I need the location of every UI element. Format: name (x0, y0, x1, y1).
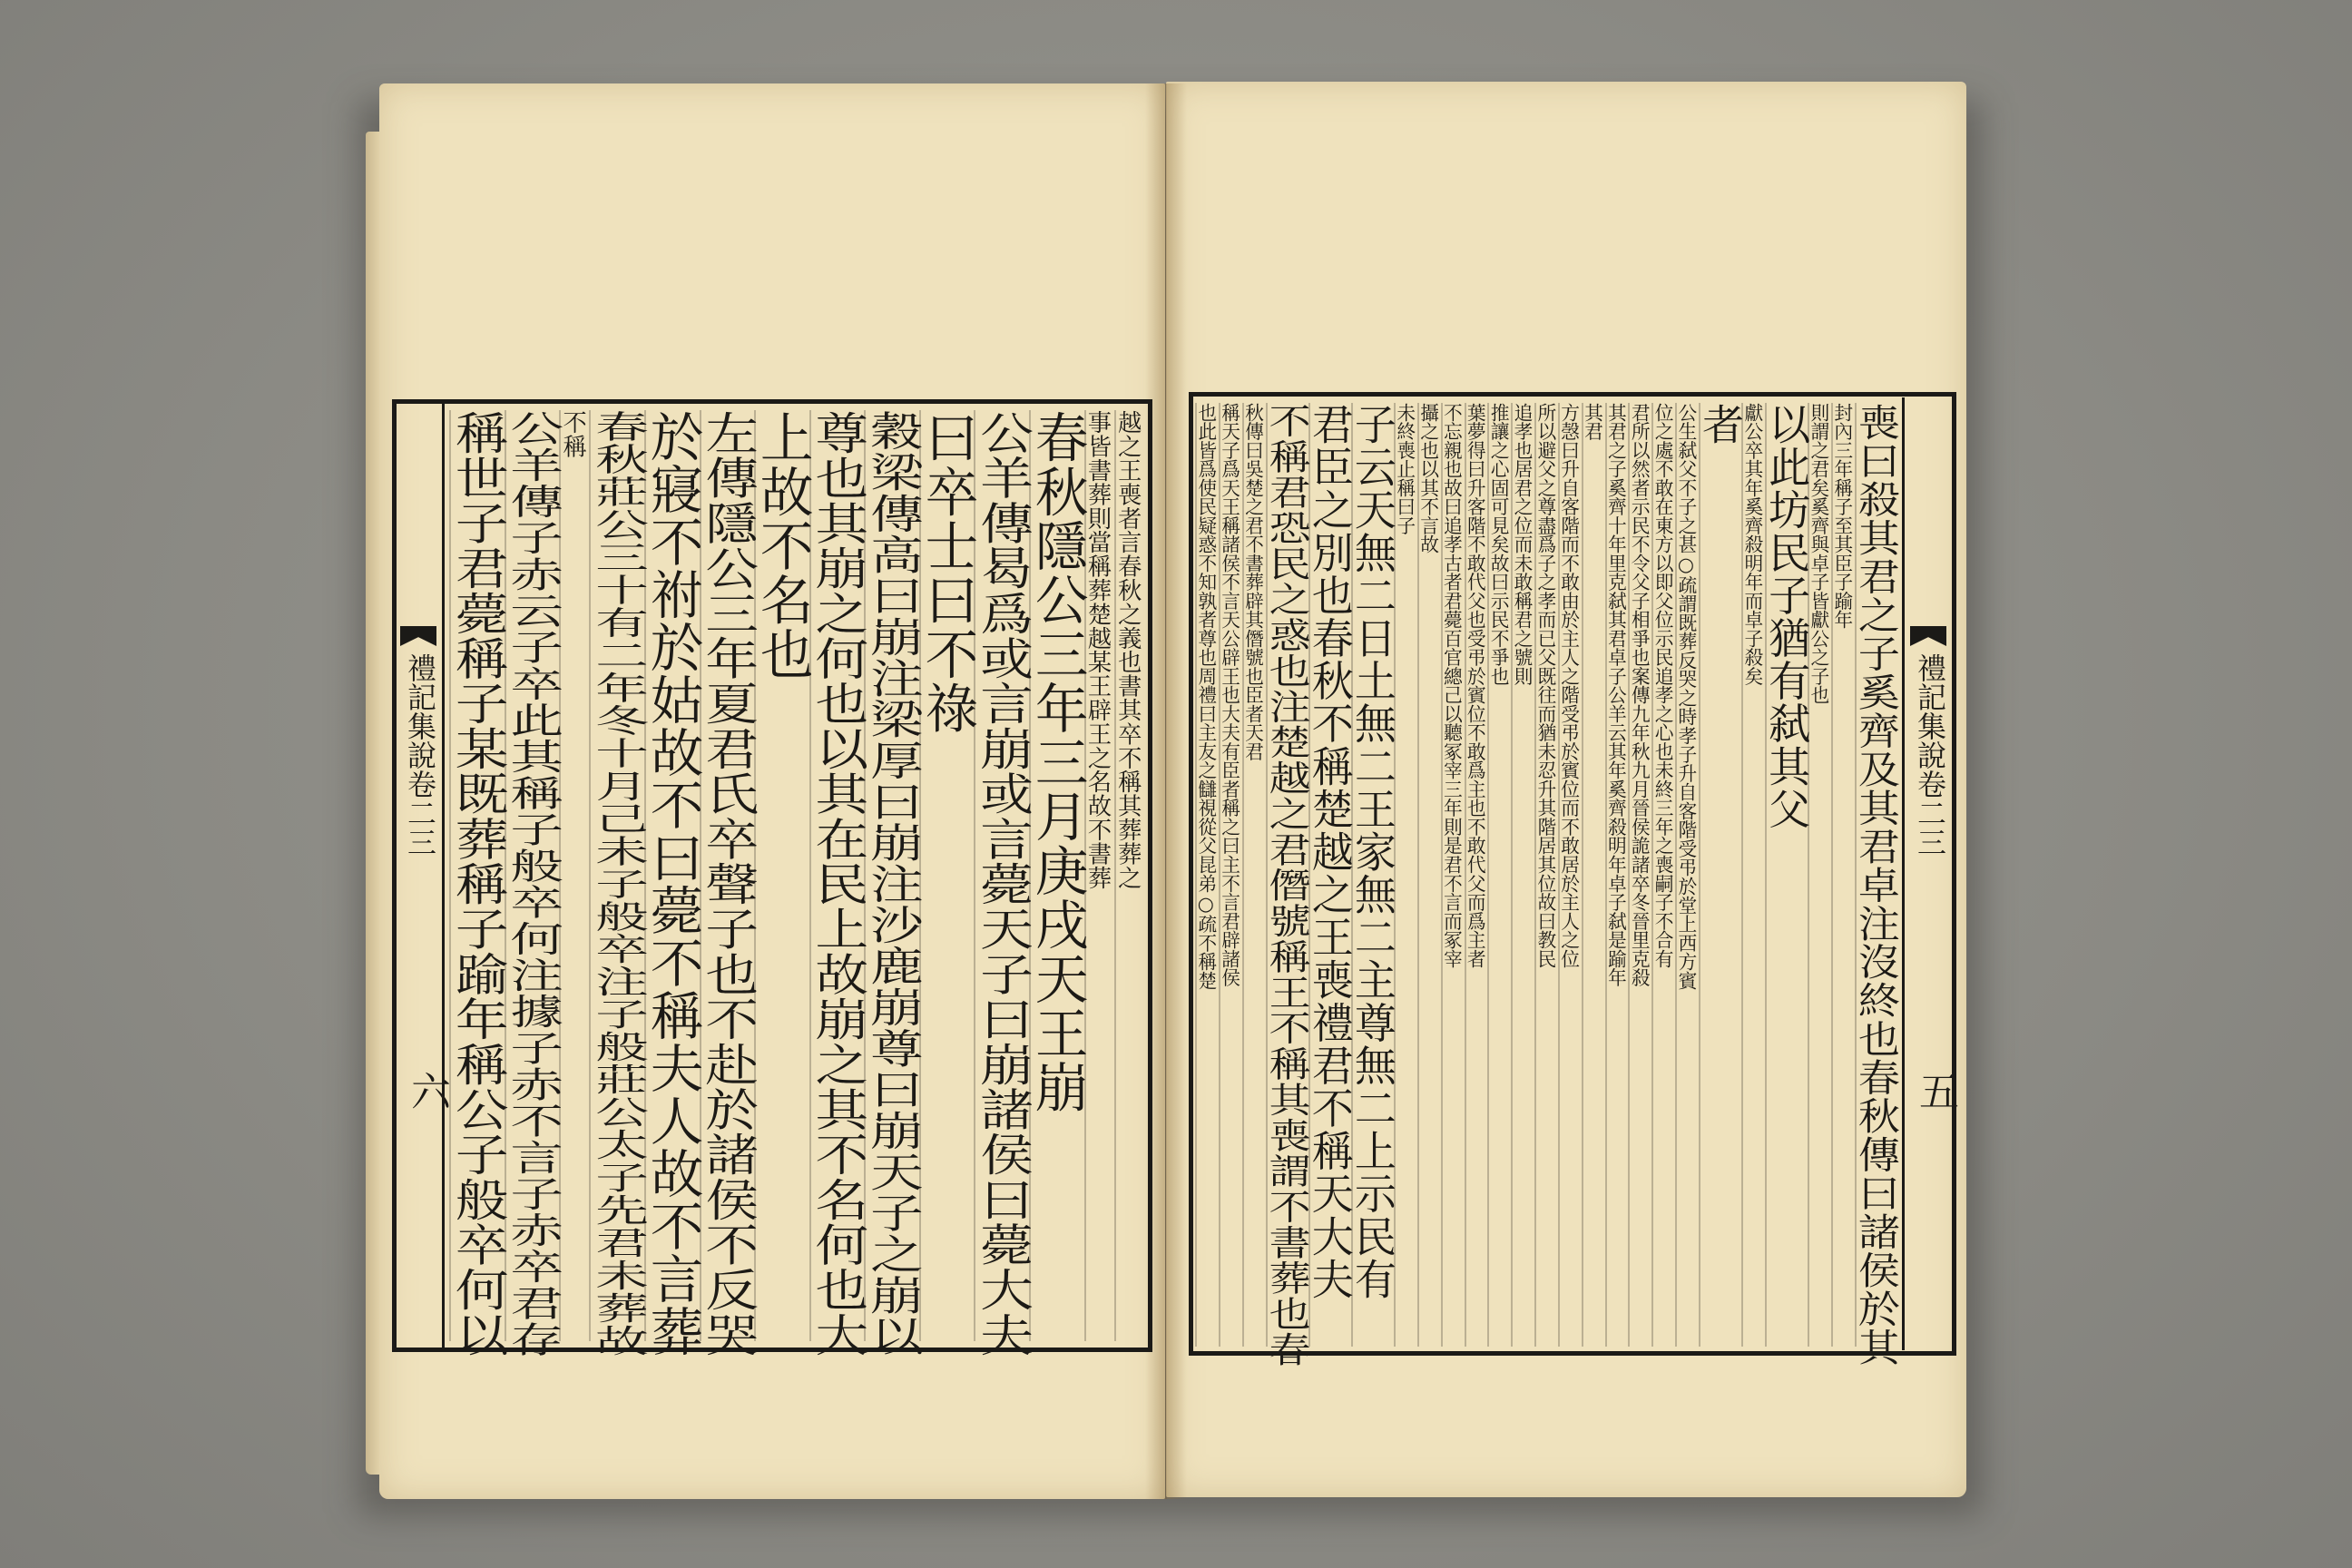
right-banxin (1902, 397, 1955, 1350)
text-column: 所以避父之尊盡爲子之孝而已父既往而猶未忍升其階居其位故曰教民 (1534, 403, 1556, 968)
text-column: 位之處不敢在東方以即父位示民追孝之心也未終三年之喪嗣子不合有 (1651, 403, 1674, 968)
text-column: 獻公卒其年奚齊殺明年而卓子殺矣 (1740, 403, 1763, 686)
column-rule (1651, 403, 1653, 1347)
column-rule (1605, 403, 1607, 1347)
text-column: 春秋隱公三年三月庚戌天王崩 (1025, 410, 1088, 1114)
text-column: 推讓之心固可見矣故曰示民不爭也 (1487, 403, 1510, 686)
text-column: 封內三年稱子至其臣子踰年 (1830, 403, 1853, 630)
column-rule (1855, 403, 1857, 1347)
column-rule (1628, 403, 1630, 1347)
text-column: 於寢不祔於姑故不曰薨不稱夫人故不言葬 (641, 410, 703, 1357)
text-column: 葉夢得曰升客階不敢代父也受弔於賓位不敢爲主也不敢代父而爲主者 (1464, 403, 1486, 968)
column-rule (1465, 403, 1466, 1347)
column-rule (1831, 403, 1833, 1347)
text-column: 也此皆爲使民疑惑不知孰者尊也周禮曰主友之讎視從父昆弟○疏不稱楚 (1194, 403, 1217, 990)
column-rule (1765, 403, 1767, 1347)
column-rule (1242, 403, 1244, 1347)
column-rule (1511, 403, 1513, 1347)
text-column: 其君之子奚齊十年里克弑其君卓子公羊云其年奚齊殺明年卓子弑是踰年 (1604, 403, 1627, 987)
text-column: 君所以然者示民不令父子相爭也案傳九年秋九月晉侯詭諸卒冬晉里克殺 (1628, 403, 1651, 987)
text-column: 越之王喪者言春秋之義也書其卒不稱其葬葬之 (1113, 410, 1142, 889)
right-banxin-title: 禮記集說卷二三 (1913, 653, 1947, 857)
column-rule (1441, 403, 1443, 1347)
text-column: 左傳隱公三年夏君氏卒聲子也不赴於諸侯不反哭 (696, 410, 759, 1357)
text-column: 上故不名也 (750, 410, 813, 681)
text-column: 則謂之君矣奚齊與卓子皆獻公之子也 (1807, 403, 1829, 705)
column-rule (449, 410, 451, 1341)
left-banxin (392, 404, 445, 1348)
column-rule (1699, 403, 1700, 1347)
text-column: 者 (1696, 403, 1746, 446)
column-rule (1219, 403, 1220, 1347)
text-column: 稱世子君薨稱子某既葬稱子踰年稱公子般卒何以 (446, 410, 508, 1357)
text-column: 其君 (1581, 403, 1603, 441)
column-rule (1417, 403, 1419, 1347)
column-rule (1487, 403, 1489, 1347)
column-rule (1114, 410, 1116, 1341)
text-column: 追孝也居君之位而未敢稱君之號則 (1510, 403, 1533, 686)
text-column: 事皆書葬則當稱葬楚越某王辟王之名故不書葬 (1083, 410, 1112, 889)
text-column: 子云天無二日土無二王家無二主尊無二上示民有 (1348, 403, 1397, 1300)
left-folio-number: 六 (404, 1071, 450, 1111)
text-column: 尊也其崩之何也以其在民上故崩之其不名何也大 (806, 410, 868, 1357)
column-rule (1558, 403, 1560, 1347)
column-rule (1582, 403, 1583, 1347)
text-column: 不稱 (558, 410, 587, 458)
text-column: 秋傳曰吳楚之君不書葬辟其僭號也臣者天君 (1241, 403, 1264, 761)
text-column: 不忘親也故曰追孝古者君薨百官總己以聽冢宰三年則是君不言而冢宰 (1440, 403, 1463, 968)
text-column: 不稱君恐民之惑也注楚越之君僭號稱王不稱其喪謂不書葬也春 (1262, 403, 1312, 1367)
column-rule (1195, 403, 1197, 1347)
text-column: 以此坊民子猶有弑其父 (1762, 403, 1812, 830)
text-column: 春秋莊公三十有二年冬十月己未子般卒注子般莊公太子先君未葬故 (586, 410, 649, 1357)
text-column: 稱天子爲天王稱諸侯不言天公辟王也大夫有臣者稱之曰主不言君辟諸侯 (1218, 403, 1240, 987)
text-column: 公生弑父不子之甚○疏謂既葬反哭之時孝子升自客階受弔於堂上西方賓 (1674, 403, 1697, 990)
text-column: 君臣之別也春秋不稱楚越之王喪禮君不稱天大夫 (1305, 403, 1355, 1300)
text-column: 曰卒士曰不祿 (916, 410, 978, 735)
text-column: 攝之也以其不言故 (1416, 403, 1439, 554)
column-rule (1534, 403, 1536, 1347)
column-rule (1266, 403, 1268, 1347)
text-column: 方愨曰升自客階而不敢由於主人之階受弔於賓位而不敢居於主人之位 (1557, 403, 1580, 968)
left-banxin-title: 禮記集說卷二三 (403, 653, 437, 857)
right-folio-number: 五 (1912, 1071, 1958, 1111)
text-column: 未終喪止稱曰子 (1393, 403, 1416, 535)
text-column: 公羊傳子赤云子卒此其稱子般卒何注據子赤不言子赤卒君存 (501, 410, 564, 1357)
column-rule (589, 410, 591, 1341)
column-rule (1675, 403, 1677, 1347)
text-column: 穀梁傳高曰崩注梁厚曰崩注沙鹿崩尊曰崩天子之崩以 (860, 410, 923, 1357)
text-column: 公羊傳曷爲或言崩或言薨天子曰崩諸侯曰薨大夫 (971, 410, 1034, 1357)
text-column: 喪曰殺其君之子奚齊及其君卓注沒終也春秋傳曰諸侯於其 (1851, 403, 1901, 1367)
column-rule (1741, 403, 1743, 1347)
